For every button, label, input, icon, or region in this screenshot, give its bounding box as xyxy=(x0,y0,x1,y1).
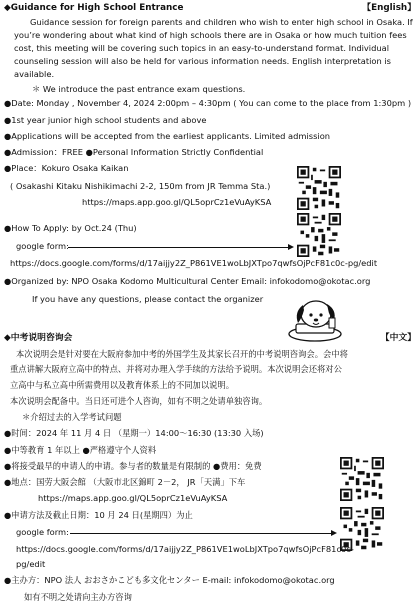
dog-mascot-icon xyxy=(282,296,348,342)
zh-how-to-apply: ●申请方法及截止日期：10 月 24 日(星期四）为止 xyxy=(4,510,193,520)
zh-map-link[interactable]: https://maps.app.goo.gl/QL5oprCz1eVuAyKSA xyxy=(38,493,228,503)
qr-code-icon[interactable] xyxy=(340,457,384,501)
en-intro-line-2: you’re wondering about what kind of high schools there are in Osaka or how much tuition fees xyxy=(14,30,407,40)
qr-code-icon[interactable] xyxy=(297,213,341,257)
en-applications: ●Applications will be accepted from the earliest applicants. Limited admission xyxy=(4,131,331,141)
arrow-icon xyxy=(68,247,290,248)
en-past-exam: ＊ We introduce the past entrance exam questions. xyxy=(32,84,246,94)
en-how-to-apply: ●How To Apply: by Oct.24 (Thu) xyxy=(4,223,137,233)
arrow-head-icon xyxy=(288,244,294,250)
zh-date: ●时间：2024 年 11 月 4 日 （星期一）14:00～16:30 (13:30 入场) xyxy=(4,428,264,438)
en-address: ( Osakashi Kitaku Nishikimachi 2-2, 150m from JR Temma Sta.) xyxy=(10,181,271,191)
zh-intro-line-1: 本次说明会是针对要在大阪府参加中考的外国学生及其家长召开的中考说明咨询会。会中将 xyxy=(16,349,348,359)
en-admission: ●Admission：FREE ●Personal Information Strictly Confidential xyxy=(4,147,264,157)
en-place: ●Place：Kokuro Osaka Kaikan xyxy=(4,163,129,173)
en-map-link[interactable]: https://maps.app.goo.gl/QL5oprCz1eVuAyKSA xyxy=(82,197,272,207)
en-intro-line-1: Guidance session for foreign parents and children who wish to enter high school in Osaka. If xyxy=(30,17,413,27)
zh-title: ◆中考说明咨询会 xyxy=(4,333,73,343)
zh-intro-line-2: 重点讲解大阪府立高中的特点、并将对办理入学手续的方法给予说明。本次说明会还将对公 xyxy=(10,364,342,374)
en-intro-line-5: available. xyxy=(14,69,55,79)
zh-organizer: ●主办方：NPO 法人 おおさかこども多文化センター E-mail: infokodomo@okotac.org xyxy=(4,575,335,585)
zh-applications: ●将接受最早的申请人的申请。参与者的数量是有限制的 ●费用：免费 xyxy=(4,461,262,471)
en-google-form-label: google form: xyxy=(16,241,69,251)
zh-lang-tag: 【中文】 xyxy=(380,333,416,343)
arrow-head-icon xyxy=(331,530,337,536)
en-target: ●1st year junior high school students and above xyxy=(4,115,207,125)
en-intro-line-4: counseling session will also be held for various information needs. English interpretation is xyxy=(14,56,391,66)
en-title: ◆Guidance for High School Entrance xyxy=(4,3,184,13)
zh-google-form-label: google form: xyxy=(16,527,69,537)
zh-target: ●中等教育 1 年以上 ●严格遵守个人资料 xyxy=(4,445,157,455)
zh-questions: 如有不明之处请向主办方咨询 xyxy=(24,592,132,602)
arrow-icon xyxy=(70,533,333,534)
zh-intro-line-4: 本次说明会配备中。当日还可进个人咨询，如有不明之处请单独咨询。 xyxy=(10,396,268,406)
en-form-link[interactable]: https://docs.google.com/forms/d/17aijjy2Z_P861VE1woLbJXTpo7qwfsOjPcF81c0c-pg/edit xyxy=(10,258,378,268)
zh-place: ●地点：国劳大阪会館 （大阪市北区錦町 2－2， JR「天满」下车 xyxy=(4,477,246,487)
zh-form-link-line-1[interactable]: https://docs.google.com/forms/d/17aijjy2Z_P861VE1woLbJXTpo7qwfsOjPcF81c0c- xyxy=(16,544,354,554)
zh-past-exam: ＊介绍过去的入学考试问题 xyxy=(22,412,122,422)
en-organizer: ●Organized by: NPO Osaka Kodomo Multicultural Center Email: infokodomo@okotac.org xyxy=(4,276,371,286)
zh-intro-line-3: 立高中与私立高中所需费用以及教育体系上的不同加以说明。 xyxy=(10,380,235,390)
zh-form-link-line-2[interactable]: pg/edit xyxy=(16,559,46,569)
qr-code-icon[interactable] xyxy=(297,166,341,210)
en-lang-tag: 【English】 xyxy=(362,3,416,13)
en-intro-line-3: cost, this meeting will be covering such topics in an easy-to-understand format. Individual xyxy=(14,43,390,53)
en-date: ●Date: Monday , November 4, 2024 2:00pm – 4:30pm ( You can come to the place from 1:30pm ) xyxy=(4,98,412,108)
en-questions: If you have any questions, please contact the organizer xyxy=(32,294,264,304)
